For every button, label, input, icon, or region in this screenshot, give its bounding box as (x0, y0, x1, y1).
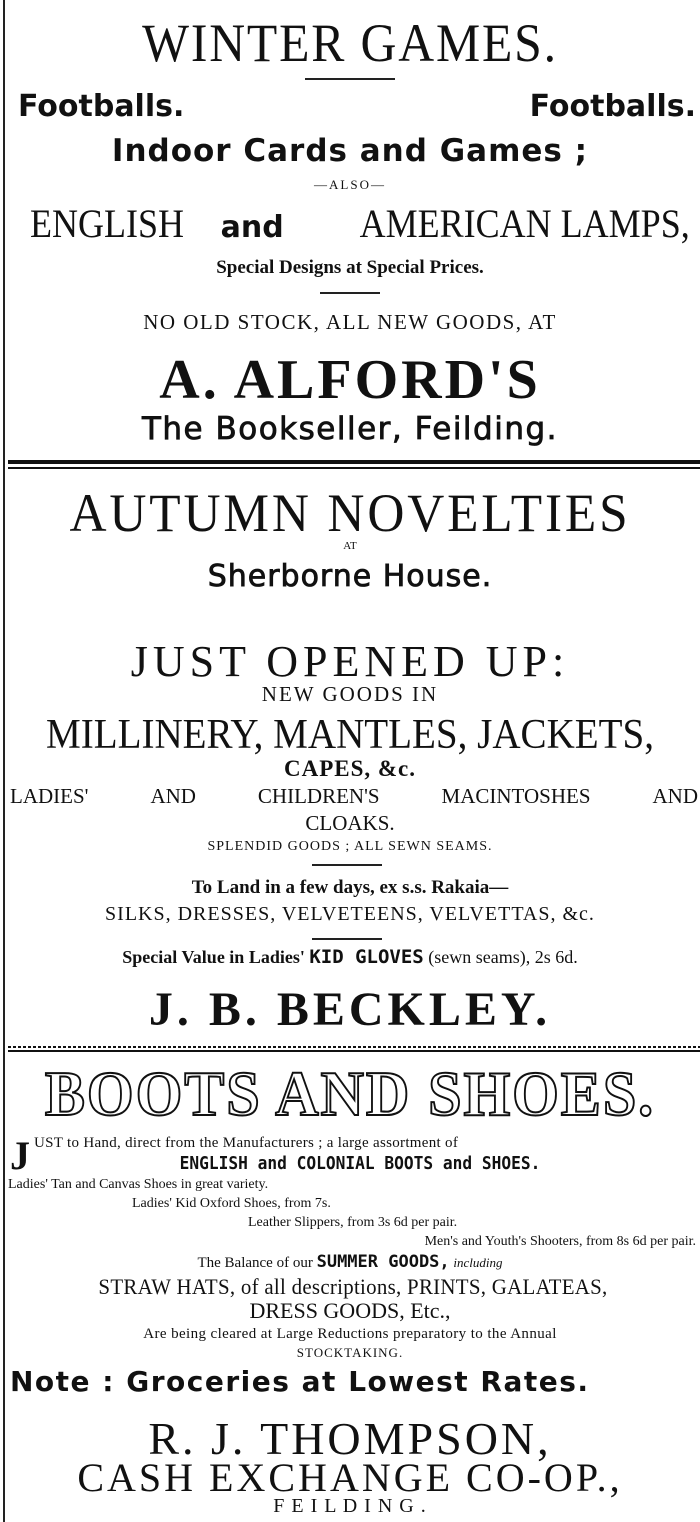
stocktaking-line: STOCKTAKING. (296, 1345, 404, 1360)
also-line: —ALSO— (314, 177, 386, 192)
lamps-american: AMERICAN LAMPS, (359, 201, 690, 246)
value-prefix: Special Value in Ladies' (122, 947, 305, 967)
macs-word: AND (652, 784, 698, 808)
autumn-novelties-title: AUTUMN NOVELTIES (69, 483, 631, 543)
splendid-goods-line: SPLENDID GOODS ; ALL SEWN SEAMS. (207, 839, 493, 854)
dress-goods-line: DRESS GOODS, Etc., (249, 1298, 451, 1323)
section-divider (8, 1050, 700, 1052)
feilding-line: F E I L D I N G . (273, 1495, 427, 1517)
sherborne-house: Sherborne House. (207, 559, 493, 594)
cloaks-line: CLOAKS. (305, 811, 395, 835)
macs-word: MACINTOSHES (441, 784, 591, 808)
special-designs-line: Special Designs at Special Prices. (216, 257, 484, 278)
macs-word: CHILDREN'S (257, 784, 380, 808)
no-old-stock-line: NO OLD STOCK, ALL NEW GOODS, AT (143, 310, 557, 334)
just-to-hand-line: UST to Hand, direct from the Manufacturers ; a large assortment of (34, 1135, 459, 1151)
alford-name: A. ALFORD'S (159, 349, 541, 411)
section-divider (8, 460, 700, 464)
drop-cap: J (10, 1133, 30, 1178)
lamps-line (30, 201, 690, 246)
silks-line: SILKS, DRESSES, VELVETEENS, VELVETTAS, &c. (105, 903, 595, 925)
kid-oxford-line: Ladies' Kid Oxford Shoes, from 7s. (132, 1196, 331, 1211)
divider (312, 938, 382, 940)
divider (305, 78, 395, 80)
lamps-and: and (220, 210, 284, 245)
winter-games-title: WINTER GAMES. (142, 13, 558, 73)
bookseller-line: The Bookseller, Feilding. (141, 411, 559, 447)
kid-gloves: KID GLOVES (309, 946, 424, 968)
slippers-line: Leather Slippers, from 3s 6d per pair. (248, 1215, 458, 1230)
english-colonial-line: ENGLISH and COLONIAL BOOTS and SHOES. (179, 1153, 541, 1174)
summer-goods-line (0, 1254, 700, 1271)
lamps-english: ENGLISH (30, 201, 184, 246)
just-opened-up: JUST OPENED UP: (130, 637, 570, 686)
footballs-right: Footballs. (529, 89, 696, 124)
cleared-line: Are being cleared at Large Reductions preparatory to the Annual (143, 1326, 557, 1342)
beckley-name: J. B. BECKLEY. (148, 983, 552, 1036)
to-land-line: To Land in a few days, ex s.s. Rakaia— (191, 877, 509, 898)
balance-suffix: including (453, 1255, 503, 1270)
note-groceries-line: Note : Groceries at Lowest Rates. (10, 1365, 590, 1398)
value-suffix: (sewn seams), 2s 6d. (428, 947, 578, 967)
macintoshes-line (10, 786, 698, 807)
macs-word: AND (150, 784, 196, 808)
summer-goods: SUMMER GOODS, (316, 1252, 450, 1272)
thompson-name: R. J. THOMPSON, (148, 1413, 552, 1464)
boots-and-shoes-title: BOOTS AND SHOES. (44, 1058, 656, 1129)
capes-line: CAPES, &c. (283, 756, 417, 781)
cash-exchange-line: CASH EXCHANGE CO-OP., (77, 1455, 623, 1500)
footballs-left: Footballs. (18, 89, 185, 124)
millinery-line: MILLINERY, MANTLES, JACKETS, (46, 712, 654, 758)
new-goods-in: NEW GOODS IN (261, 682, 439, 706)
divider (320, 292, 380, 294)
balance-prefix: The Balance of our (197, 1255, 313, 1271)
kid-gloves-line (0, 948, 700, 967)
indoor-cards-line: Indoor Cards and Games ; (111, 133, 589, 169)
straw-hats-line: STRAW HATS, of all descriptions, PRINTS, GALATEAS, (98, 1274, 608, 1299)
macs-word: LADIES' (10, 784, 89, 808)
at-line: AT (343, 540, 357, 552)
shooters-line: Men's and Youth's Shooters, from 8s 6d per pair. (424, 1234, 696, 1249)
tan-canvas-line: Ladies' Tan and Canvas Shoes in great variety. (8, 1177, 269, 1192)
divider (312, 864, 382, 866)
section-divider-thin (8, 467, 700, 469)
section-divider-dotted (8, 1046, 700, 1048)
